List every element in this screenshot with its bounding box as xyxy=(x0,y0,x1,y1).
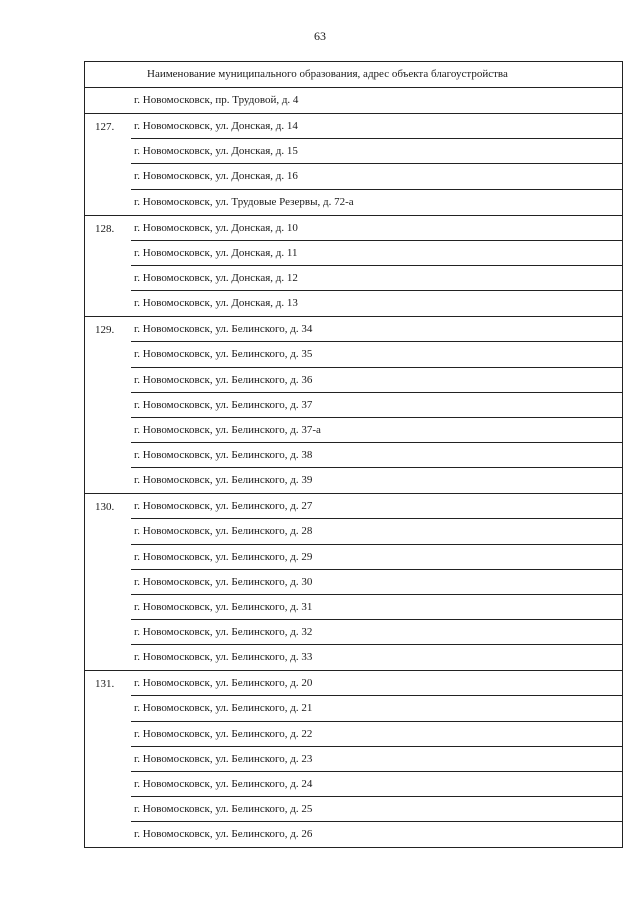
table-row: г. Новомосковск, ул. Белинского, д. 21 xyxy=(131,696,622,721)
group-rows xyxy=(131,216,622,317)
group-number: 131. xyxy=(95,678,115,691)
group-rows xyxy=(131,88,622,113)
group-number: 129. xyxy=(95,324,115,337)
table-row: г. Новомосковск, ул. Белинского, д. 27 xyxy=(131,494,622,519)
group-rows xyxy=(131,114,622,215)
table-row: г. Новомосковск, ул. Донская, д. 15 xyxy=(131,139,622,164)
table-row: г. Новомосковск, ул. Белинского, д. 20 xyxy=(131,671,622,696)
table-row: г. Новомосковск, ул. Донская, д. 14 xyxy=(131,114,622,139)
table-group xyxy=(85,114,622,216)
table-row: г. Новомосковск, ул. Белинского, д. 25 xyxy=(131,797,622,822)
table-row: г. Новомосковск, ул. Белинского, д. 24 xyxy=(131,772,622,797)
page-number: 63 xyxy=(314,29,326,43)
table-row: г. Новомосковск, ул. Белинского, д. 29 xyxy=(131,545,622,570)
group-rows xyxy=(131,317,622,493)
group-number: 130. xyxy=(95,501,115,514)
table-row: г. Новомосковск, ул. Белинского, д. 39 xyxy=(134,474,313,487)
group-rows xyxy=(131,671,622,847)
table-header: Наименование муниципального образования, адрес объекта благоустройства xyxy=(85,62,622,88)
table-group xyxy=(85,216,622,318)
table-row: г. Новомосковск, пр. Трудовой, д. 4 xyxy=(134,94,299,106)
table-row: г. Новомосковск, ул. Донская, д. 13 xyxy=(134,297,298,310)
table-row: г. Новомосковск, ул. Белинского, д. 30 xyxy=(131,570,622,595)
table-row: г. Новомосковск, ул. Белинского, д. 28 xyxy=(131,519,622,544)
table-row: г. Новомосковск, ул. Донская, д. 10 xyxy=(131,216,622,241)
table-row: г. Новомосковск, ул. Донская, д. 11 xyxy=(131,241,622,266)
table-group xyxy=(85,671,622,848)
table-row: г. Новомосковск, ул. Белинского, д. 31 xyxy=(131,595,622,620)
table-group xyxy=(85,494,622,671)
table-row: г. Новомосковск, ул. Донская, д. 12 xyxy=(131,266,622,291)
group-number: 128. xyxy=(95,222,115,235)
table-row: г. Новомосковск, ул. Донская, д. 16 xyxy=(131,164,622,189)
table-row: г. Новомосковск, ул. Белинского, д. 37-а xyxy=(131,418,622,443)
table-body xyxy=(85,88,622,848)
group-number: 127. xyxy=(95,121,115,134)
table-row: г. Новомосковск, ул. Белинского, д. 36 xyxy=(131,368,622,393)
table-row: г. Новомосковск, ул. Белинского, д. 34 xyxy=(131,317,622,342)
table-group xyxy=(85,88,622,114)
table-row: г. Новомосковск, ул. Белинского, д. 23 xyxy=(131,747,622,772)
table-row: г. Новомосковск, ул. Белинского, д. 32 xyxy=(131,620,622,645)
table-group xyxy=(85,317,622,494)
table-row: г. Новомосковск, ул. Белинского, д. 37 xyxy=(131,393,622,418)
table-row: г. Новомосковск, ул. Трудовые Резервы, д. 72-а xyxy=(134,195,354,208)
address-table xyxy=(84,61,623,848)
group-number xyxy=(85,88,131,113)
table-row: г. Новомосковск, ул. Белинского, д. 35 xyxy=(131,342,622,367)
table-row: г. Новомосковск, ул. Белинского, д. 33 xyxy=(134,651,313,664)
table-row: г. Новомосковск, ул. Белинского, д. 22 xyxy=(131,722,622,747)
table-row: г. Новомосковск, ул. Белинского, д. 38 xyxy=(131,443,622,468)
group-rows xyxy=(131,494,622,670)
table-row: г. Новомосковск, ул. Белинского, д. 26 xyxy=(134,828,313,841)
